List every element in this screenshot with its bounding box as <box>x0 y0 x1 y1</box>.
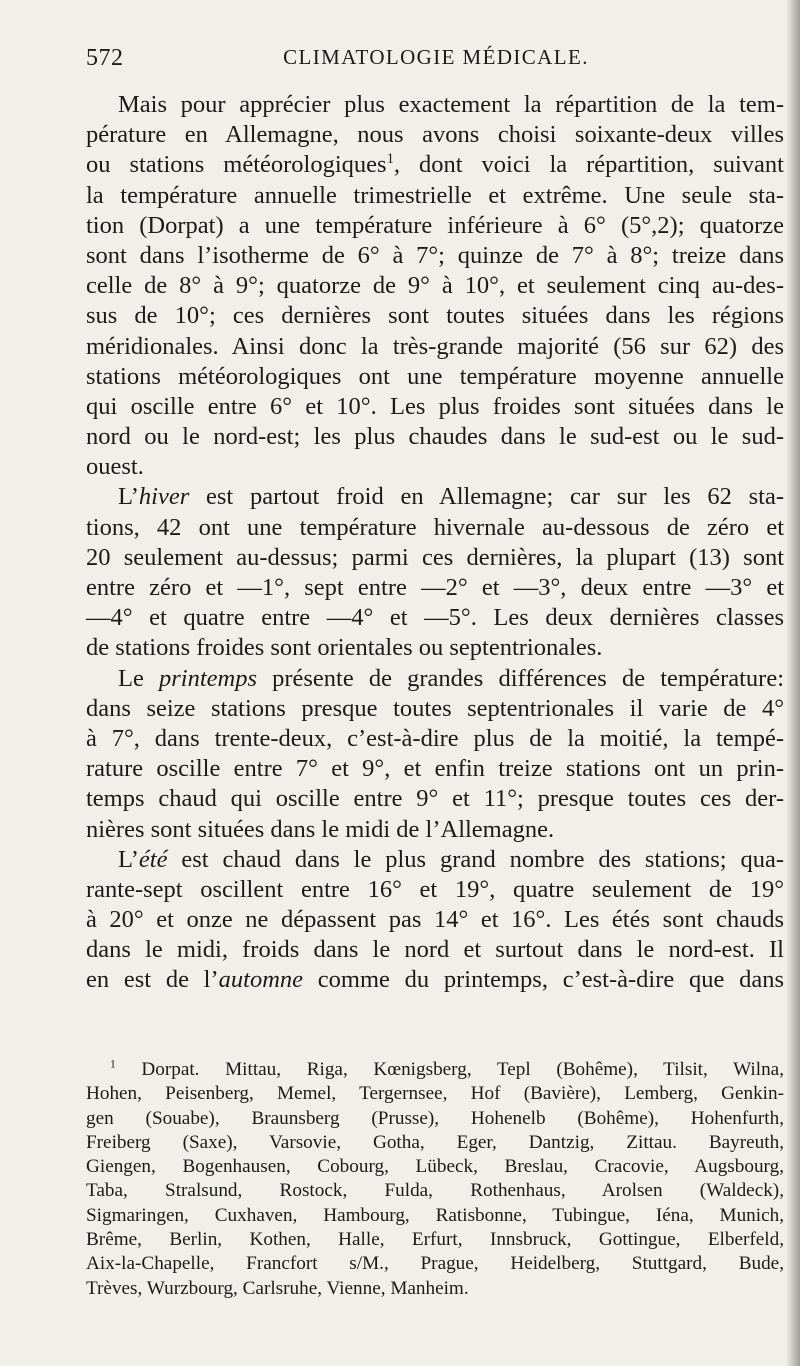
text-segment: , dont voici la répartition, suivant <box>393 151 784 179</box>
text-segment: Dorpat. Mittau, Riga, Kœnigsberg, Tepl (Bohême), Tilsit, Wilna, <box>115 1059 784 1080</box>
text-line: tion (Dorpat) a une température inférieure à 6° (5°,2); quatorze <box>86 211 784 239</box>
text-line: ouest. <box>86 453 144 481</box>
text-line <box>86 965 784 995</box>
emphasis-word: printemps <box>158 664 257 692</box>
text-line: 20 seulement au-dessus; parmi ces dernières, la plupart (13) sont <box>86 543 784 571</box>
text-line: sont dans l’isotherme de 6° à 7°; quinze de 7° à 8°; treize dans <box>86 241 784 269</box>
footnote-line: gen (Souabe), Braunsberg (Prusse), Hohenelb (Bohême), Hohenfurth, <box>86 1107 784 1129</box>
text-segment: est chaud dans le plus grand nombre des stations; qua- <box>167 845 784 873</box>
text-line: nord ou le nord-est; les plus chaudes dans le sud-est ou le sud- <box>86 423 784 451</box>
footnote <box>86 1058 784 1301</box>
text-line: sus de 10°; ces dernières sont toutes situées dans les régions <box>86 302 784 330</box>
running-title: CLIMATOLOGIE MÉDICALE. <box>283 45 589 69</box>
paragraph-spring <box>86 664 784 845</box>
text-line: tions, 42 ont une température hivernale au-dessous de zéro et <box>86 513 784 541</box>
emphasis-word: hiver <box>138 483 190 511</box>
text-line: entre zéro et —1°, sept entre —2° et —3°, deux entre —3° et <box>86 574 784 601</box>
text-line <box>86 150 784 180</box>
text-line: —4° et quatre entre —4° et —5°. Les deux dernières classes <box>86 604 784 632</box>
main-text <box>86 90 784 996</box>
text-segment: présente de grandes différences de température: <box>256 664 785 692</box>
footnote-line: Sigmaringen, Cuxhaven, Hambourg, Ratisbonne, Tubingue, Iéna, Munich, <box>86 1204 784 1226</box>
text-line: nières sont situées dans le midi de l’Allemagne. <box>86 815 555 843</box>
footnote-line: Freiberg (Saxe), Varsovie, Gotha, Eger, Dantzig, Zittau. Bayreuth, <box>86 1131 784 1153</box>
text-segment: ou stations météorologiques <box>86 151 387 179</box>
emphasis-word: été <box>138 845 168 873</box>
footnote-line: Aix-la-Chapelle, Francfort s/M., Prague, Heidelberg, Stuttgard, Bude, <box>86 1253 784 1275</box>
text-line: de stations froides sont orientales ou septentrionales. <box>86 634 603 662</box>
text-segment: est partout froid en Allemagne; car sur les 62 sta- <box>189 483 784 511</box>
text-line: rante-sept oscillent entre 16° et 19°, quatre seulement de 19° <box>86 875 784 903</box>
page-header <box>86 45 786 79</box>
text-segment: en est de l’ <box>86 966 219 994</box>
page-number: 572 <box>86 45 124 71</box>
paragraph-summer <box>86 845 784 996</box>
footnote-reference[interactable]: 1 <box>386 151 394 168</box>
text-line: Mais pour apprécier plus exactement la répartition de la tem- <box>118 91 784 118</box>
text-line: à 7°, dans trente-deux, c’est-à-dire plus de la moitié, la tempé- <box>86 724 784 752</box>
text-line: pérature en Allemagne, nous avons choisi soixante-deux villes <box>86 121 784 149</box>
footnote-line: Trèves, Wurzbourg, Carlsruhe, Vienne, Manheim. <box>86 1277 469 1299</box>
text-line: dans seize stations presque toutes septentrionales il varie de 4° <box>86 694 784 722</box>
text-line <box>86 482 784 512</box>
emphasis-word: automne <box>218 966 304 994</box>
text-segment: comme du printemps, c’est-à-dire que dans <box>303 966 784 994</box>
page-edge-shadow <box>786 0 800 1366</box>
footnote-line: Hohen, Peisenberg, Memel, Tergernsee, Hof (Bavière), Lemberg, Genkin- <box>86 1083 784 1105</box>
text-line <box>86 845 784 875</box>
text-line: qui oscille entre 6° et 10°. Les plus froides sont situées dans le <box>86 392 784 420</box>
text-segment: L’ <box>118 483 139 511</box>
text-line: temps chaud qui oscille entre 9° et 11°; presque toutes ces der- <box>86 785 784 813</box>
text-line <box>86 664 784 694</box>
text-line: méridionales. Ainsi donc la très-grande majorité (56 sur 62) des <box>86 332 784 360</box>
text-line: stations météorologiques ont une température moyenne annuelle <box>86 362 784 390</box>
text-line: celle de 8° à 9°; quatorze de 9° à 10°, et seulement cinq au-des- <box>86 272 784 300</box>
footnote-marker: 1 <box>110 1058 116 1071</box>
footnote-line: Brême, Berlin, Kothen, Halle, Erfurt, Innsbruck, Gottingue, Elberfeld, <box>86 1229 784 1251</box>
text-line: la température annuelle trimestrielle et extrême. Une seule sta- <box>86 181 784 209</box>
footnote-line <box>86 1058 784 1082</box>
text-segment: Le <box>118 664 159 692</box>
paragraph-winter <box>86 482 784 663</box>
paragraph-temperature-distribution <box>86 90 784 482</box>
footnote-line: Taba, Stralsund, Rostock, Fulda, Rothenhaus, Arolsen (Waldeck), <box>86 1180 784 1202</box>
text-line: dans le midi, froids dans le nord et surtout dans le nord-est. Il <box>86 936 784 964</box>
footnote-line: Giengen, Bogenhausen, Cobourg, Lübeck, Breslau, Cracovie, Augsbourg, <box>86 1156 784 1178</box>
text-line: rature oscille entre 7° et 9°, et enfin treize stations ont un prin- <box>86 755 784 783</box>
text-line: à 20° et onze ne dépassent pas 14° et 16°. Les étés sont chauds <box>86 906 784 934</box>
text-segment: L’ <box>118 845 139 873</box>
